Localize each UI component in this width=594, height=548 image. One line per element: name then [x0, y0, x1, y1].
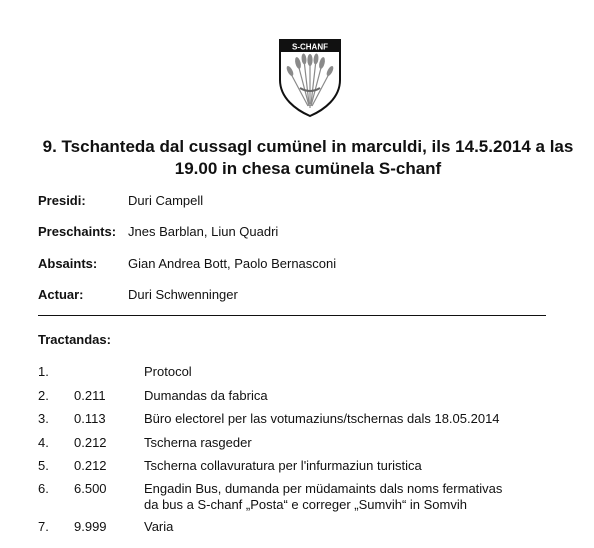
- meta-label: Presidi:: [38, 193, 86, 208]
- meta-label: Actuar:: [38, 287, 84, 302]
- agenda-item-text: Dumandas da fabrica: [144, 388, 268, 403]
- meeting-title-line-2: 19.00 in chesa cumünela S-chanf: [174, 159, 442, 178]
- meta-value: Duri Schwenninger: [128, 287, 238, 302]
- section-divider: [38, 315, 546, 316]
- agenda-item-number: 1.: [38, 364, 49, 379]
- s-chanf-crest-logo: [278, 38, 342, 118]
- meta-row-absaints: [38, 255, 336, 273]
- agenda-item-text: Tscherna collavuratura per l'infurmaziun turistica: [144, 458, 422, 473]
- agenda-item-text: Varia: [144, 519, 174, 534]
- agenda-item-text: Tscherna rasgeder: [144, 435, 252, 450]
- meeting-title-line-1: 9. Tschanteda dal cussagl cumünel in marculdi, ils 14.5.2014 a las: [42, 137, 574, 156]
- agenda-item-text: Protocol: [144, 364, 192, 379]
- agenda-item-code: 0.211: [74, 388, 106, 403]
- agenda-item-text: da bus a S-chanf „Posta“ e correger „Sumvih“ in Somvih: [144, 497, 467, 512]
- meta-row-actuar: [38, 286, 238, 304]
- meta-value: Jnes Barblan, Liun Quadri: [128, 224, 279, 239]
- agenda-item-code: 0.113: [74, 411, 106, 426]
- agenda-item-number: 5.: [38, 458, 49, 473]
- agenda-item-code: 9.999: [74, 519, 107, 534]
- meta-value: Gian Andrea Bott, Paolo Bernasconi: [128, 256, 337, 271]
- crest-banner-text: S-CHANF: [292, 42, 328, 52]
- agenda-item-number: 7.: [38, 519, 49, 534]
- meta-value: Duri Campell: [128, 193, 204, 208]
- agenda-item-text: Büro electorel per las votumaziuns/tschernas dals 18.05.2014: [144, 411, 500, 426]
- agenda-item-number: 2.: [38, 388, 49, 403]
- agenda-item-code: 6.500: [74, 481, 107, 496]
- agenda-item-code: 0.212: [74, 435, 107, 450]
- agenda-item-text: Engadin Bus, dumanda per müdamaints dals noms fermativas: [144, 481, 503, 496]
- meta-label: Absaints:: [38, 256, 98, 271]
- agenda-item-code: 0.212: [74, 458, 107, 473]
- meta-row-preschaints: [38, 223, 278, 241]
- meta-label: Preschaints:: [38, 224, 117, 239]
- agenda-heading: Tractandas:: [38, 332, 111, 347]
- agenda-item-number: 6.: [38, 481, 49, 496]
- meta-row-presidi: [38, 192, 203, 210]
- agenda-item-number: 4.: [38, 435, 49, 450]
- agenda-item-number: 3.: [38, 411, 49, 426]
